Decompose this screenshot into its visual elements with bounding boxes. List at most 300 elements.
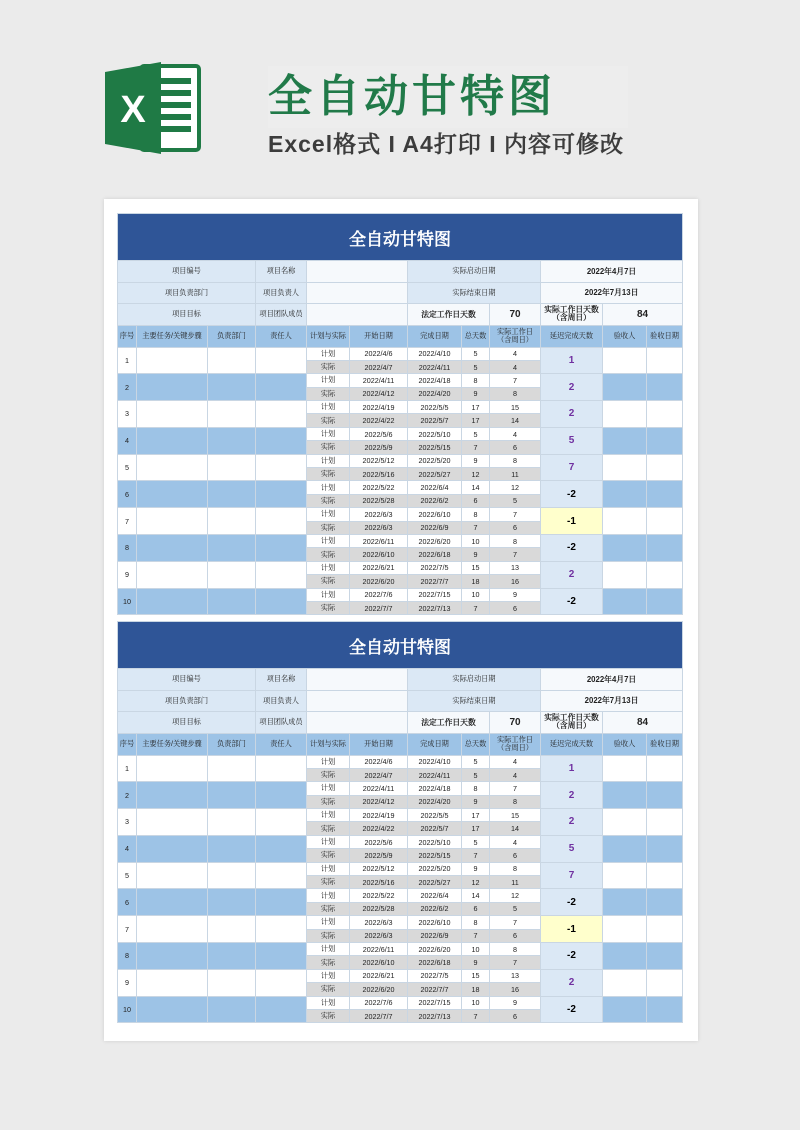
plan-end-date[interactable]: 2022/7/5	[408, 561, 462, 574]
actual-label: 实际	[307, 902, 350, 915]
actual-label: 实际	[307, 601, 350, 614]
plan-label: 计划	[307, 862, 350, 875]
label-actual-start: 实际启动日期	[408, 669, 541, 691]
acceptance-date-cell[interactable]	[647, 916, 683, 943]
plan-work-days: 4	[490, 755, 541, 768]
plan-start-date[interactable]: 2022/6/3	[350, 508, 408, 521]
acceptance-date-cell[interactable]	[647, 347, 683, 374]
acceptor-cell[interactable]	[603, 481, 647, 508]
value-actual-start[interactable]: 2022年4月7日	[541, 669, 683, 691]
task-number: 10	[118, 588, 137, 615]
task-owner-cell[interactable]	[256, 588, 307, 615]
task-owner-cell[interactable]	[256, 508, 307, 535]
task-name-cell[interactable]	[137, 374, 208, 401]
plan-start-date[interactable]: 2022/5/22	[350, 481, 408, 494]
plan-start-date[interactable]: 2022/6/3	[350, 916, 408, 929]
task-name-cell[interactable]	[137, 508, 208, 535]
value-owner[interactable]	[307, 690, 408, 712]
plan-total-days: 17	[462, 809, 490, 822]
value-owner[interactable]	[307, 282, 408, 304]
plan-label: 计划	[307, 588, 350, 601]
plan-start-date[interactable]: 2022/6/11	[350, 942, 408, 955]
task-number: 7	[118, 508, 137, 535]
plan-end-date[interactable]: 2022/7/5	[408, 969, 462, 982]
actual-end-date[interactable]: 2022/6/18	[408, 956, 462, 969]
acceptor-cell[interactable]	[603, 534, 647, 561]
plan-work-days: 9	[490, 996, 541, 1009]
col-header: 延迟完成天数	[541, 325, 603, 347]
plan-start-date[interactable]: 2022/6/11	[350, 534, 408, 547]
task-dept-cell[interactable]	[208, 889, 256, 916]
task-number: 3	[118, 401, 137, 428]
task-name-cell[interactable]	[137, 969, 208, 996]
plan-end-date[interactable]: 2022/6/10	[408, 916, 462, 929]
acceptance-date-cell[interactable]	[647, 755, 683, 782]
acceptor-cell[interactable]	[603, 347, 647, 374]
plan-end-date[interactable]: 2022/6/4	[408, 481, 462, 494]
plan-end-date[interactable]: 2022/5/10	[408, 835, 462, 848]
acceptor-cell[interactable]	[603, 427, 647, 454]
plan-end-date[interactable]: 2022/4/18	[408, 782, 462, 795]
delay-days: -2	[541, 942, 603, 969]
plan-label: 计划	[307, 835, 350, 848]
plan-start-date[interactable]: 2022/4/19	[350, 401, 408, 414]
plan-end-date[interactable]: 2022/6/20	[408, 942, 462, 955]
plan-end-date[interactable]: 2022/7/15	[408, 588, 462, 601]
plan-total-days: 14	[462, 889, 490, 902]
actual-end-date[interactable]: 2022/4/11	[408, 360, 462, 373]
delay-days: 1	[541, 755, 603, 782]
acceptance-date-cell[interactable]	[647, 809, 683, 836]
acceptor-cell[interactable]	[603, 755, 647, 782]
actual-start-date[interactable]: 2022/4/22	[350, 822, 408, 835]
acceptance-date-cell[interactable]	[647, 374, 683, 401]
actual-work-days: 8	[490, 387, 541, 400]
value-actual-start[interactable]: 2022年4月7日	[541, 261, 683, 283]
label-legal-days: 法定工作日天数	[408, 304, 490, 326]
plan-start-date[interactable]: 2022/5/12	[350, 454, 408, 467]
task-number: 1	[118, 755, 137, 782]
task-name-cell[interactable]	[137, 862, 208, 889]
actual-start-date[interactable]: 2022/5/16	[350, 468, 408, 481]
plan-start-date[interactable]: 2022/4/11	[350, 782, 408, 795]
actual-start-date[interactable]: 2022/5/28	[350, 902, 408, 915]
acceptor-cell[interactable]	[603, 862, 647, 889]
task-name-cell[interactable]	[137, 588, 208, 615]
task-owner-cell[interactable]	[256, 374, 307, 401]
label-owner: 项目负责人	[256, 282, 307, 304]
actual-start-date[interactable]: 2022/5/9	[350, 441, 408, 454]
plan-start-date[interactable]: 2022/6/21	[350, 969, 408, 982]
col-header: 总天数	[462, 733, 490, 755]
plan-work-days: 12	[490, 889, 541, 902]
actual-start-date[interactable]: 2022/4/12	[350, 795, 408, 808]
value-actual-days[interactable]: 84	[603, 712, 683, 734]
col-header: 负责部门	[208, 325, 256, 347]
actual-end-date[interactable]: 2022/5/7	[408, 822, 462, 835]
task-dept-cell[interactable]	[208, 454, 256, 481]
actual-start-date[interactable]: 2022/5/9	[350, 849, 408, 862]
task-name-cell[interactable]	[137, 454, 208, 481]
value-actual-days[interactable]: 84	[603, 304, 683, 326]
task-dept-cell[interactable]	[208, 427, 256, 454]
value-team[interactable]	[307, 712, 408, 734]
actual-end-date[interactable]: 2022/7/13	[408, 601, 462, 614]
task-dept-cell[interactable]	[208, 942, 256, 969]
plan-end-date[interactable]: 2022/4/10	[408, 755, 462, 768]
plan-start-date[interactable]: 2022/4/19	[350, 809, 408, 822]
plan-start-date[interactable]: 2022/4/11	[350, 374, 408, 387]
task-name-cell[interactable]	[137, 996, 208, 1023]
actual-total-days: 18	[462, 575, 490, 588]
task-name-cell[interactable]	[137, 942, 208, 969]
plan-label: 计划	[307, 996, 350, 1009]
delay-days: -2	[541, 996, 603, 1023]
delay-days: 7	[541, 862, 603, 889]
acceptor-cell[interactable]	[603, 996, 647, 1023]
delay-days: -2	[541, 889, 603, 916]
actual-end-date[interactable]: 2022/7/13	[408, 1009, 462, 1022]
plan-total-days: 5	[462, 755, 490, 768]
label-goal: 项目目标	[118, 304, 256, 326]
plan-end-date[interactable]: 2022/5/20	[408, 454, 462, 467]
plan-start-date[interactable]: 2022/6/21	[350, 561, 408, 574]
actual-label: 实际	[307, 521, 350, 534]
plan-end-date[interactable]: 2022/6/4	[408, 889, 462, 902]
acceptor-cell[interactable]	[603, 969, 647, 996]
task-dept-cell[interactable]	[208, 782, 256, 809]
task-name-cell[interactable]	[137, 835, 208, 862]
actual-total-days: 5	[462, 768, 490, 781]
plan-label: 计划	[307, 481, 350, 494]
excel-logo-icon	[103, 60, 203, 156]
acceptor-cell[interactable]	[603, 374, 647, 401]
actual-work-days: 5	[490, 902, 541, 915]
actual-start-date[interactable]: 2022/7/7	[350, 601, 408, 614]
task-owner-cell[interactable]	[256, 809, 307, 836]
actual-start-date[interactable]: 2022/5/28	[350, 494, 408, 507]
actual-total-days: 6	[462, 494, 490, 507]
actual-label: 实际	[307, 360, 350, 373]
task-owner-cell[interactable]	[256, 996, 307, 1023]
plan-start-date[interactable]: 2022/4/6	[350, 347, 408, 360]
plan-start-date[interactable]: 2022/4/6	[350, 755, 408, 768]
value-legal-days[interactable]: 70	[490, 304, 541, 326]
actual-work-days: 6	[490, 929, 541, 942]
task-owner-cell[interactable]	[256, 561, 307, 588]
actual-work-days: 14	[490, 822, 541, 835]
actual-end-date[interactable]: 2022/6/2	[408, 494, 462, 507]
actual-total-days: 9	[462, 548, 490, 561]
actual-end-date[interactable]: 2022/7/7	[408, 575, 462, 588]
actual-end-date[interactable]: 2022/4/20	[408, 387, 462, 400]
value-project-name[interactable]	[307, 261, 408, 283]
acceptor-cell[interactable]	[603, 588, 647, 615]
task-number: 8	[118, 534, 137, 561]
plan-end-date[interactable]: 2022/5/20	[408, 862, 462, 875]
delay-days: 5	[541, 427, 603, 454]
label-project-name: 项目名称	[256, 261, 307, 283]
task-owner-cell[interactable]	[256, 969, 307, 996]
acceptor-cell[interactable]	[603, 561, 647, 588]
delay-days: 2	[541, 374, 603, 401]
acceptance-date-cell[interactable]	[647, 588, 683, 615]
task-name-cell[interactable]	[137, 401, 208, 428]
actual-start-date[interactable]: 2022/6/3	[350, 521, 408, 534]
actual-start-date[interactable]: 2022/7/7	[350, 1009, 408, 1022]
plan-label: 计划	[307, 427, 350, 440]
task-dept-cell[interactable]	[208, 481, 256, 508]
acceptance-date-cell[interactable]	[647, 454, 683, 481]
actual-label: 实际	[307, 849, 350, 862]
task-dept-cell[interactable]	[208, 374, 256, 401]
actual-work-days: 6	[490, 601, 541, 614]
delay-days: 2	[541, 809, 603, 836]
actual-total-days: 18	[462, 983, 490, 996]
actual-end-date[interactable]: 2022/6/2	[408, 902, 462, 915]
task-dept-cell[interactable]	[208, 534, 256, 561]
task-owner-cell[interactable]	[256, 401, 307, 428]
plan-end-date[interactable]: 2022/4/10	[408, 347, 462, 360]
task-name-cell[interactable]	[137, 427, 208, 454]
plan-start-date[interactable]: 2022/5/22	[350, 889, 408, 902]
plan-work-days: 9	[490, 588, 541, 601]
value-legal-days[interactable]: 70	[490, 712, 541, 734]
acceptor-cell[interactable]	[603, 454, 647, 481]
actual-end-date[interactable]: 2022/5/27	[408, 876, 462, 889]
task-owner-cell[interactable]	[256, 755, 307, 782]
task-dept-cell[interactable]	[208, 755, 256, 782]
actual-start-date[interactable]: 2022/4/22	[350, 414, 408, 427]
acceptance-date-cell[interactable]	[647, 782, 683, 809]
task-owner-cell[interactable]	[256, 862, 307, 889]
task-name-cell[interactable]	[137, 755, 208, 782]
task-dept-cell[interactable]	[208, 916, 256, 943]
acceptor-cell[interactable]	[603, 835, 647, 862]
task-name-cell[interactable]	[137, 889, 208, 916]
actual-total-days: 9	[462, 387, 490, 400]
actual-end-date[interactable]: 2022/5/7	[408, 414, 462, 427]
label-actual-end: 实际结束日期	[408, 282, 541, 304]
acceptance-date-cell[interactable]	[647, 427, 683, 454]
task-owner-cell[interactable]	[256, 889, 307, 916]
col-header: 实际工作日（含周日）	[490, 325, 541, 347]
task-number: 3	[118, 809, 137, 836]
acceptance-date-cell[interactable]	[647, 942, 683, 969]
task-dept-cell[interactable]	[208, 508, 256, 535]
task-dept-cell[interactable]	[208, 561, 256, 588]
label-project-no: 项目编号	[118, 261, 256, 283]
actual-start-date[interactable]: 2022/6/20	[350, 575, 408, 588]
plan-start-date[interactable]: 2022/5/12	[350, 862, 408, 875]
actual-label: 实际	[307, 468, 350, 481]
task-number: 2	[118, 782, 137, 809]
plan-label: 计划	[307, 942, 350, 955]
task-dept-cell[interactable]	[208, 996, 256, 1023]
acceptance-date-cell[interactable]	[647, 889, 683, 916]
task-name-cell[interactable]	[137, 481, 208, 508]
actual-start-date[interactable]: 2022/5/16	[350, 876, 408, 889]
task-name-cell[interactable]	[137, 916, 208, 943]
actual-start-date[interactable]: 2022/4/12	[350, 387, 408, 400]
actual-total-days: 6	[462, 902, 490, 915]
task-owner-cell[interactable]	[256, 942, 307, 969]
col-header: 责任人	[256, 325, 307, 347]
actual-end-date[interactable]: 2022/7/7	[408, 983, 462, 996]
col-header: 主要任务/关键步骤	[137, 325, 208, 347]
actual-start-date[interactable]: 2022/6/20	[350, 983, 408, 996]
actual-start-date[interactable]: 2022/4/7	[350, 360, 408, 373]
plan-end-date[interactable]: 2022/4/18	[408, 374, 462, 387]
task-number: 7	[118, 916, 137, 943]
actual-total-days: 17	[462, 414, 490, 427]
actual-start-date[interactable]: 2022/4/7	[350, 768, 408, 781]
task-name-cell[interactable]	[137, 782, 208, 809]
actual-label: 实际	[307, 795, 350, 808]
actual-start-date[interactable]: 2022/6/3	[350, 929, 408, 942]
plan-label: 计划	[307, 347, 350, 360]
header	[0, 0, 800, 200]
actual-label: 实际	[307, 822, 350, 835]
page-subtitle: Excel格式 I A4打印 I 内容可修改	[268, 131, 624, 157]
acceptance-date-cell[interactable]	[647, 862, 683, 889]
label-dept: 项目负责部门	[118, 690, 256, 712]
col-header: 总天数	[462, 325, 490, 347]
actual-label: 实际	[307, 575, 350, 588]
plan-start-date[interactable]: 2022/7/6	[350, 996, 408, 1009]
label-team: 项目团队成员	[256, 304, 307, 326]
task-owner-cell[interactable]	[256, 427, 307, 454]
task-dept-cell[interactable]	[208, 809, 256, 836]
actual-total-days: 7	[462, 601, 490, 614]
task-name-cell[interactable]	[137, 809, 208, 836]
task-owner-cell[interactable]	[256, 534, 307, 561]
actual-work-days: 6	[490, 521, 541, 534]
actual-end-date[interactable]: 2022/5/15	[408, 849, 462, 862]
gantt-sheet-1	[117, 213, 682, 615]
value-project-name[interactable]	[307, 669, 408, 691]
actual-label: 实际	[307, 876, 350, 889]
plan-end-date[interactable]: 2022/5/10	[408, 427, 462, 440]
actual-end-date[interactable]: 2022/5/15	[408, 441, 462, 454]
task-owner-cell[interactable]	[256, 347, 307, 374]
task-number: 5	[118, 454, 137, 481]
col-header: 完成日期	[408, 733, 462, 755]
task-dept-cell[interactable]	[208, 588, 256, 615]
plan-start-date[interactable]: 2022/5/6	[350, 835, 408, 848]
acceptor-cell[interactable]	[603, 401, 647, 428]
plan-work-days: 7	[490, 374, 541, 387]
task-dept-cell[interactable]	[208, 347, 256, 374]
task-dept-cell[interactable]	[208, 969, 256, 996]
acceptance-date-cell[interactable]	[647, 835, 683, 862]
actual-end-date[interactable]: 2022/6/9	[408, 929, 462, 942]
actual-start-date[interactable]: 2022/6/10	[350, 956, 408, 969]
plan-total-days: 10	[462, 588, 490, 601]
acceptor-cell[interactable]	[603, 942, 647, 969]
actual-end-date[interactable]: 2022/4/20	[408, 795, 462, 808]
actual-end-date[interactable]: 2022/6/9	[408, 521, 462, 534]
plan-end-date[interactable]: 2022/7/15	[408, 996, 462, 1009]
acceptance-date-cell[interactable]	[647, 401, 683, 428]
actual-label: 实际	[307, 548, 350, 561]
plan-total-days: 15	[462, 969, 490, 982]
acceptor-cell[interactable]	[603, 782, 647, 809]
actual-end-date[interactable]: 2022/4/11	[408, 768, 462, 781]
task-owner-cell[interactable]	[256, 782, 307, 809]
task-number: 9	[118, 969, 137, 996]
plan-end-date[interactable]: 2022/6/10	[408, 508, 462, 521]
value-actual-end[interactable]: 2022年7月13日	[541, 282, 683, 304]
plan-label: 计划	[307, 969, 350, 982]
task-owner-cell[interactable]	[256, 454, 307, 481]
plan-total-days: 9	[462, 454, 490, 467]
plan-total-days: 14	[462, 481, 490, 494]
acceptor-cell[interactable]	[603, 508, 647, 535]
task-owner-cell[interactable]	[256, 916, 307, 943]
acceptance-date-cell[interactable]	[647, 481, 683, 508]
acceptor-cell[interactable]	[603, 889, 647, 916]
task-dept-cell[interactable]	[208, 835, 256, 862]
delay-days: 2	[541, 401, 603, 428]
delay-days: 2	[541, 561, 603, 588]
task-dept-cell[interactable]	[208, 401, 256, 428]
plan-work-days: 8	[490, 862, 541, 875]
delay-days: 7	[541, 454, 603, 481]
acceptor-cell[interactable]	[603, 916, 647, 943]
acceptance-date-cell[interactable]	[647, 508, 683, 535]
delay-days: 2	[541, 969, 603, 996]
task-name-cell[interactable]	[137, 347, 208, 374]
plan-label: 计划	[307, 561, 350, 574]
acceptance-date-cell[interactable]	[647, 996, 683, 1023]
task-name-cell[interactable]	[137, 534, 208, 561]
value-actual-end[interactable]: 2022年7月13日	[541, 690, 683, 712]
acceptance-date-cell[interactable]	[647, 969, 683, 996]
plan-start-date[interactable]: 2022/7/6	[350, 588, 408, 601]
plan-label: 计划	[307, 809, 350, 822]
delay-days: 1	[541, 347, 603, 374]
plan-end-date[interactable]: 2022/6/20	[408, 534, 462, 547]
label-actual-days: 实际工作日天数（含周日）	[541, 712, 603, 734]
actual-work-days: 6	[490, 1009, 541, 1022]
gantt-table	[117, 213, 683, 615]
value-team[interactable]	[307, 304, 408, 326]
plan-total-days: 5	[462, 347, 490, 360]
actual-start-date[interactable]: 2022/6/10	[350, 548, 408, 561]
task-dept-cell[interactable]	[208, 862, 256, 889]
actual-total-days: 7	[462, 929, 490, 942]
task-name-cell[interactable]	[137, 561, 208, 588]
plan-label: 计划	[307, 454, 350, 467]
plan-label: 计划	[307, 889, 350, 902]
actual-end-date[interactable]: 2022/6/18	[408, 548, 462, 561]
acceptance-date-cell[interactable]	[647, 534, 683, 561]
actual-end-date[interactable]: 2022/5/27	[408, 468, 462, 481]
task-owner-cell[interactable]	[256, 835, 307, 862]
plan-end-date[interactable]: 2022/5/5	[408, 401, 462, 414]
acceptance-date-cell[interactable]	[647, 561, 683, 588]
actual-label: 实际	[307, 441, 350, 454]
plan-work-days: 7	[490, 782, 541, 795]
task-owner-cell[interactable]	[256, 481, 307, 508]
plan-end-date[interactable]: 2022/5/5	[408, 809, 462, 822]
actual-work-days: 11	[490, 468, 541, 481]
plan-start-date[interactable]: 2022/5/6	[350, 427, 408, 440]
page-title: 全自动甘特图	[268, 66, 628, 128]
col-header: 验收人	[603, 733, 647, 755]
acceptor-cell[interactable]	[603, 809, 647, 836]
